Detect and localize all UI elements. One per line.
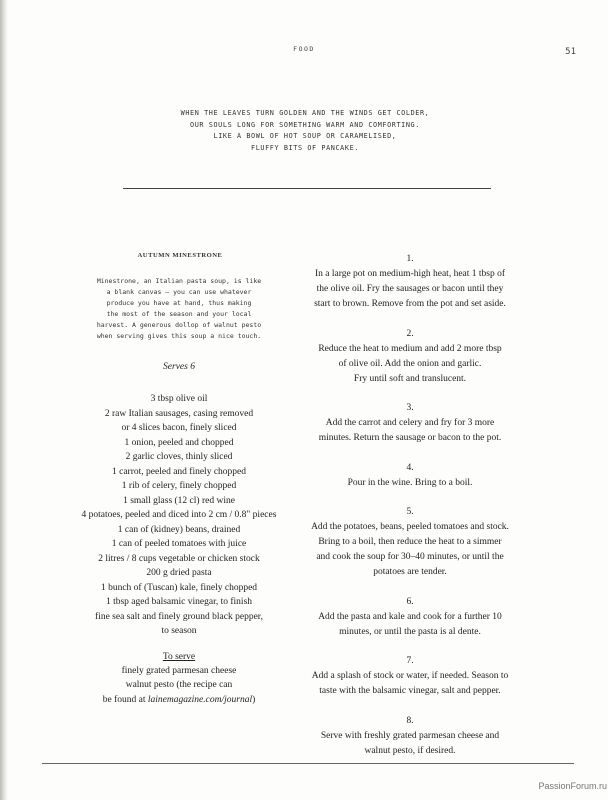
step — [302, 595, 518, 640]
ingredient-line: fine sea salt and finely ground black pepper, — [95, 611, 263, 622]
serves-label: Serves 6 — [163, 362, 195, 372]
section-label: FOOD — [293, 45, 315, 53]
step-line: and cook the soup for 30–40 minutes, or until the — [316, 552, 504, 562]
step-number: 3. — [406, 403, 414, 413]
recipe-description — [70, 276, 288, 342]
description-line: harvest. A generous dollop of walnut pesto — [96, 321, 262, 329]
journal-link[interactable]: lainemagazine.com/journal — [147, 694, 253, 705]
description-line: produce you have at hand, thus making — [106, 299, 252, 307]
ingredient-line: 1 carrot, peeled and finely chopped — [112, 466, 246, 477]
bottom-divider — [42, 763, 574, 764]
step-line: Fry until soft and translucent. — [353, 373, 467, 384]
ingredient-line: 1 can of peeled tomatoes with juice — [111, 539, 247, 549]
ingredient-line: 2 garlic cloves, thinly sliced — [125, 452, 233, 462]
step-number: 8. — [406, 715, 414, 726]
step-line: minutes. Return the sausage or bacon to the pot. — [318, 433, 502, 443]
step — [302, 401, 518, 446]
ingredient-line: 1 can of (kidney) beans, drained — [117, 524, 241, 535]
ingredient-line: 2 litres / 8 cups vegetable or chicken stock — [98, 553, 260, 564]
intro-line: OUR SOULS LONG FOR SOMETHING WARM AND COMFORTING. — [190, 120, 420, 129]
ingredient-line: 3 tbsp olive oil — [150, 394, 208, 404]
step-number: 1. — [406, 254, 414, 264]
step-number: 5. — [406, 507, 414, 517]
step-text — [302, 729, 518, 759]
intro-text — [150, 108, 460, 154]
step-line: start to brown. Remove from the pot and set aside. — [314, 299, 506, 309]
ingredient-list — [70, 392, 288, 639]
step — [302, 461, 518, 491]
to-serve-list — [70, 664, 288, 708]
step-text — [302, 669, 518, 699]
ingredient-line: or 4 slices bacon, finely sliced — [121, 423, 237, 433]
step-line: Bring to a boil, then reduce the heat to a simmer — [318, 537, 502, 547]
ingredient-line: to season — [161, 626, 197, 636]
step-line: minutes, or until the pasta is al dente. — [339, 626, 481, 637]
step — [302, 327, 518, 387]
intro-line: LIKE A BOWL OF HOT SOUP OR CARAMELISED, — [213, 132, 397, 140]
ingredient-line: 1 tbsp aged balsamic vinegar, to finish — [105, 597, 253, 607]
page-binding-edge — [0, 0, 8, 800]
step-line: Add the pasta and kale and cook for a further 10 — [318, 611, 502, 622]
ingredient-line: 1 rib of celery, finely chopped — [121, 481, 237, 491]
top-divider — [123, 188, 491, 189]
step-text — [302, 342, 518, 387]
step-number: 7. — [406, 656, 414, 666]
to-serve-prefix: be found at — [102, 694, 148, 705]
step-line: Pour in the wine. Bring to a boil. — [347, 477, 473, 488]
step-text — [302, 267, 518, 312]
intro-line: WHEN THE LEAVES TURN GOLDEN AND THE WINDS GET COLDER, — [180, 109, 430, 117]
to-serve-line: finely grated parmesan cheese — [121, 665, 237, 676]
step-text — [302, 610, 518, 640]
ingredient-line: 1 small glass (12 cl) red wine — [123, 495, 235, 506]
step — [302, 654, 518, 699]
step-text — [302, 476, 518, 491]
intro-line: FLUFFY BITS OF PANCAKE. — [251, 143, 359, 152]
method-steps — [302, 252, 518, 773]
step-text — [302, 520, 518, 580]
to-serve-suffix: ) — [252, 694, 256, 705]
to-serve-heading: To serve — [162, 651, 196, 662]
step — [302, 252, 518, 312]
step-line: Add the carrot and celery and fry for 3 more — [325, 418, 495, 428]
step-line: Add the potatoes, beans, peeled tomatoes and stock. — [311, 522, 509, 532]
description-line: Minestrone, an Italian pasta soup, is like — [96, 277, 262, 285]
step — [302, 505, 518, 580]
step-number: 2. — [406, 328, 414, 339]
to-serve-line: walnut pesto (the recipe can — [125, 680, 233, 690]
step-text — [302, 416, 518, 446]
ingredient-line: 1 onion, peeled and chopped — [124, 437, 234, 448]
step-line: Reduce the heat to medium and add 2 more tbsp — [318, 343, 502, 354]
step-line: Add a splash of stock or water, if needed. Season to — [311, 671, 509, 681]
step-line: taste with the balsamic vinegar, salt and pepper. — [319, 686, 501, 696]
step-line: potatoes are tender. — [373, 567, 447, 577]
watermark: PassionForum.ru — [538, 781, 607, 791]
description-line: when serving gives this soup a nice touch. — [96, 332, 262, 340]
step — [302, 714, 518, 759]
step-line: of olive oil. Add the onion and garlic. — [338, 358, 482, 369]
step-line: Serve with freshly grated parmesan cheese and — [320, 730, 500, 741]
ingredient-line: 1 bunch of (Tuscan) kale, finely chopped — [100, 582, 258, 593]
ingredient-line: 200 g dried pasta — [146, 568, 212, 578]
recipe-title: AUTUMN MINESTRONE — [137, 252, 223, 259]
page-number: 51 — [565, 47, 576, 57]
description-line: a blank canvas – you can use whatever — [106, 288, 252, 296]
step-line: In a large pot on medium-high heat, heat 1 tbsp of — [314, 269, 506, 279]
ingredient-line: 2 raw Italian sausages, casing removed — [104, 408, 254, 419]
step-line: walnut pesto, if desired. — [364, 745, 456, 756]
to-serve-line — [70, 693, 288, 708]
ingredient-line: 4 potatoes, peeled and diced into 2 cm / 0.8" pieces — [81, 510, 277, 520]
step-line: the olive oil. Fry the sausages or bacon until they — [316, 284, 504, 294]
step-number: 4. — [406, 462, 414, 473]
recipe-left-column — [70, 252, 288, 707]
description-line: the most of the season and your local — [106, 310, 252, 318]
step-number: 6. — [406, 596, 414, 607]
